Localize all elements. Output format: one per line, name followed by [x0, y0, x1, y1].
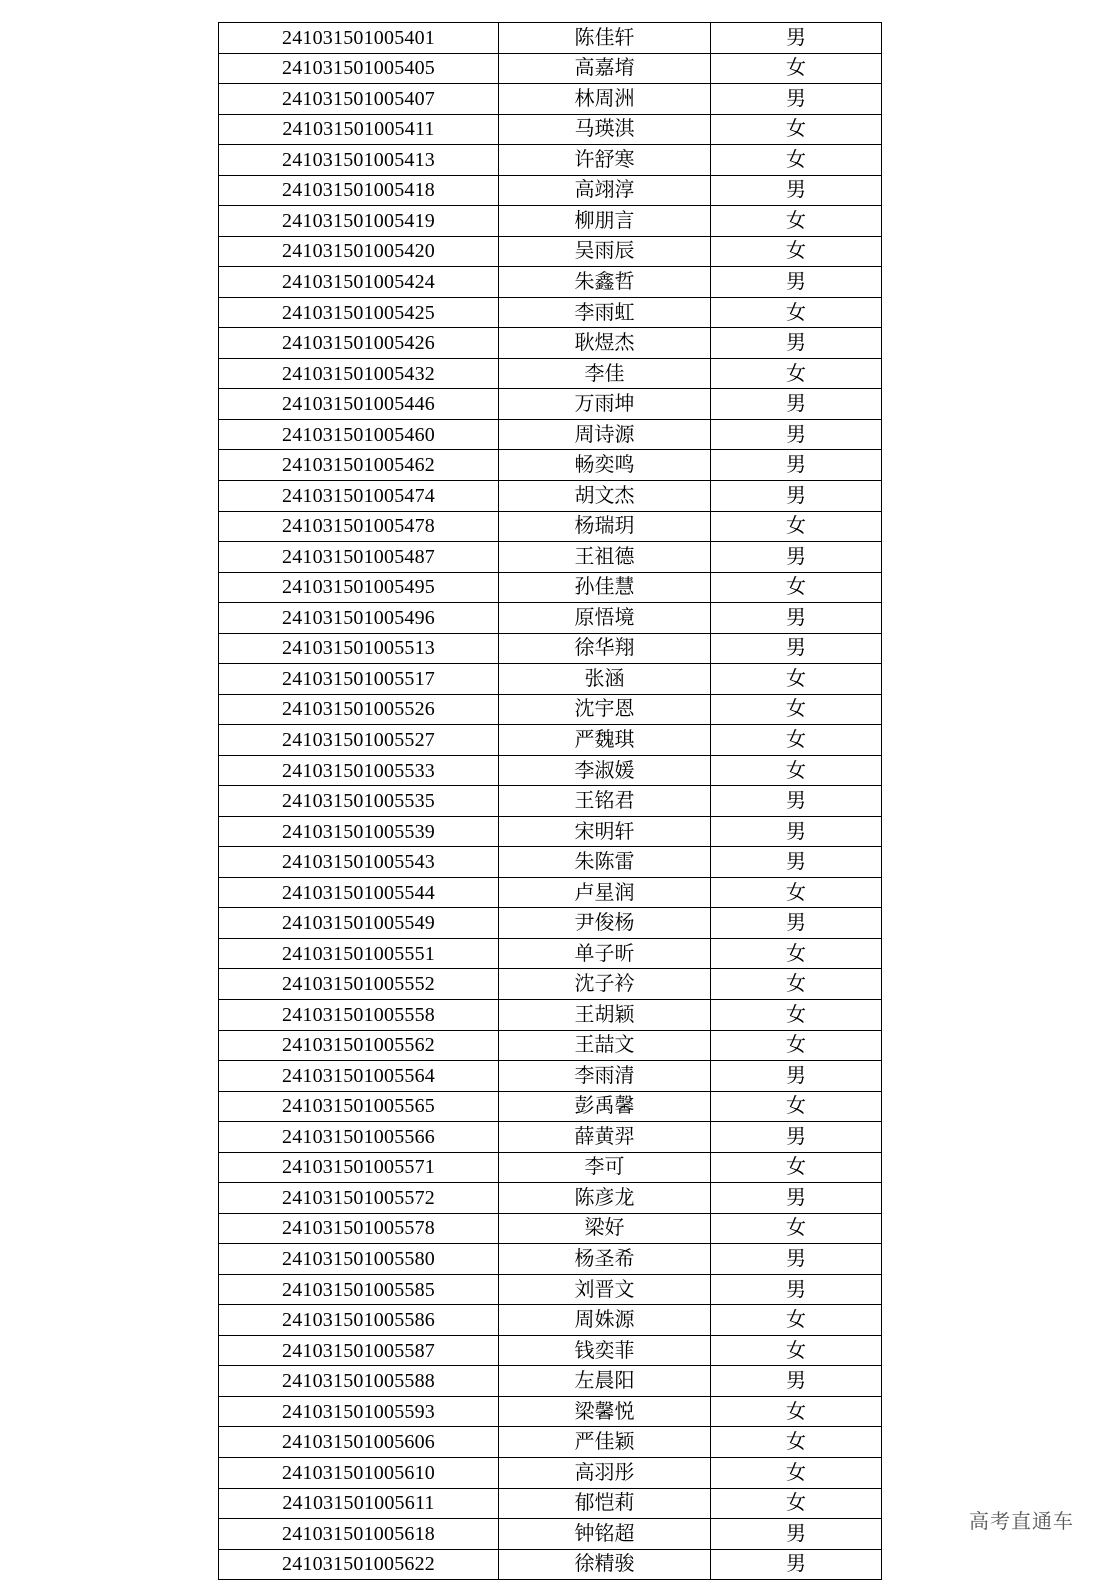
student-name-cell: 沈宇恩 [499, 694, 711, 725]
student-gender-cell: 女 [711, 725, 882, 756]
student-gender-cell: 男 [711, 1122, 882, 1153]
student-gender-cell: 女 [711, 938, 882, 969]
student-name-cell: 畅奕鸣 [499, 450, 711, 481]
student-name-cell: 陈佳轩 [499, 23, 711, 54]
table-row [219, 53, 882, 84]
student-id-cell: 241031501005565 [219, 1091, 499, 1122]
student-id-cell: 241031501005432 [219, 358, 499, 389]
student-name-cell: 梁好 [499, 1213, 711, 1244]
table-row [219, 1335, 882, 1366]
student-name-cell: 朱陈雷 [499, 847, 711, 878]
student-gender-cell: 男 [711, 847, 882, 878]
student-name-cell: 原悟境 [499, 603, 711, 634]
student-name-cell: 周诗源 [499, 419, 711, 450]
student-id-cell: 241031501005571 [219, 1152, 499, 1183]
student-gender-cell: 男 [711, 1519, 882, 1550]
student-id-cell: 241031501005552 [219, 969, 499, 1000]
student-name-cell: 梁馨悦 [499, 1396, 711, 1427]
table-row [219, 877, 882, 908]
student-gender-cell: 女 [711, 1335, 882, 1366]
student-name-cell: 杨圣希 [499, 1244, 711, 1275]
student-id-cell: 241031501005566 [219, 1122, 499, 1153]
student-gender-cell: 女 [711, 145, 882, 176]
student-gender-cell: 男 [711, 786, 882, 817]
student-id-cell: 241031501005405 [219, 53, 499, 84]
student-gender-cell: 男 [711, 267, 882, 298]
table-row [219, 1000, 882, 1031]
student-name-cell: 钱奕菲 [499, 1335, 711, 1366]
student-name-cell: 耿煜杰 [499, 328, 711, 359]
student-gender-cell: 男 [711, 419, 882, 450]
table-row [219, 1366, 882, 1397]
table-row [219, 1152, 882, 1183]
roster-sheet [218, 22, 881, 1580]
table-row [219, 328, 882, 359]
student-id-cell: 241031501005586 [219, 1305, 499, 1336]
table-row [219, 297, 882, 328]
student-id-cell: 241031501005558 [219, 1000, 499, 1031]
table-row [219, 511, 882, 542]
student-name-cell: 钟铭超 [499, 1519, 711, 1550]
student-gender-cell: 女 [711, 1030, 882, 1061]
table-row [219, 847, 882, 878]
student-name-cell: 左晨阳 [499, 1366, 711, 1397]
table-row [219, 84, 882, 115]
student-gender-cell: 女 [711, 1305, 882, 1336]
student-name-cell: 柳朋言 [499, 206, 711, 237]
table-row [219, 1183, 882, 1214]
student-name-cell: 吴雨辰 [499, 236, 711, 267]
student-id-cell: 241031501005413 [219, 145, 499, 176]
table-row [219, 1549, 882, 1580]
student-name-cell: 周姝源 [499, 1305, 711, 1336]
student-id-cell: 241031501005418 [219, 175, 499, 206]
student-id-cell: 241031501005544 [219, 877, 499, 908]
student-id-cell: 241031501005549 [219, 908, 499, 939]
table-row [219, 1274, 882, 1305]
student-id-cell: 241031501005487 [219, 542, 499, 573]
student-name-cell: 李佳 [499, 358, 711, 389]
student-name-cell: 严魏琪 [499, 725, 711, 756]
student-gender-cell: 女 [711, 1213, 882, 1244]
table-row [219, 267, 882, 298]
table-row [219, 1488, 882, 1519]
table-row [219, 969, 882, 1000]
student-gender-cell: 男 [711, 1274, 882, 1305]
table-row [219, 206, 882, 237]
student-gender-cell: 女 [711, 1457, 882, 1488]
student-id-cell: 241031501005533 [219, 755, 499, 786]
student-gender-cell: 男 [711, 603, 882, 634]
student-gender-cell: 男 [711, 633, 882, 664]
table-row [219, 1091, 882, 1122]
table-row [219, 23, 882, 54]
student-gender-cell: 女 [711, 1000, 882, 1031]
student-name-cell: 王祖德 [499, 542, 711, 573]
student-gender-cell: 女 [711, 694, 882, 725]
table-row [219, 1244, 882, 1275]
table-row [219, 786, 882, 817]
student-name-cell: 李可 [499, 1152, 711, 1183]
student-gender-cell: 男 [711, 1366, 882, 1397]
student-id-cell: 241031501005593 [219, 1396, 499, 1427]
student-name-cell: 胡文杰 [499, 480, 711, 511]
table-row [219, 755, 882, 786]
student-name-cell: 王喆文 [499, 1030, 711, 1061]
student-name-cell: 高嘉堉 [499, 53, 711, 84]
table-row [219, 450, 882, 481]
student-id-cell: 241031501005425 [219, 297, 499, 328]
student-name-cell: 陈彦龙 [499, 1183, 711, 1214]
student-id-cell: 241031501005587 [219, 1335, 499, 1366]
student-id-cell: 241031501005543 [219, 847, 499, 878]
student-gender-cell: 男 [711, 175, 882, 206]
student-gender-cell: 女 [711, 358, 882, 389]
student-gender-cell: 女 [711, 114, 882, 145]
student-id-cell: 241031501005572 [219, 1183, 499, 1214]
table-row [219, 1030, 882, 1061]
table-row [219, 816, 882, 847]
student-id-cell: 241031501005527 [219, 725, 499, 756]
table-row [219, 1213, 882, 1244]
table-row [219, 725, 882, 756]
student-name-cell: 许舒寒 [499, 145, 711, 176]
student-id-cell: 241031501005513 [219, 633, 499, 664]
student-id-cell: 241031501005585 [219, 1274, 499, 1305]
table-row [219, 1427, 882, 1458]
student-name-cell: 刘晋文 [499, 1274, 711, 1305]
student-id-cell: 241031501005478 [219, 511, 499, 542]
table-row [219, 145, 882, 176]
table-row [219, 389, 882, 420]
student-id-cell: 241031501005460 [219, 419, 499, 450]
student-id-cell: 241031501005495 [219, 572, 499, 603]
student-gender-cell: 女 [711, 297, 882, 328]
table-row [219, 1396, 882, 1427]
student-name-cell: 彭禹馨 [499, 1091, 711, 1122]
student-id-cell: 241031501005407 [219, 84, 499, 115]
student-gender-cell: 女 [711, 877, 882, 908]
student-id-cell: 241031501005618 [219, 1519, 499, 1550]
table-row [219, 114, 882, 145]
student-name-cell: 李雨虹 [499, 297, 711, 328]
student-name-cell: 沈子衿 [499, 969, 711, 1000]
student-name-cell: 李雨清 [499, 1061, 711, 1092]
student-id-cell: 241031501005401 [219, 23, 499, 54]
student-gender-cell: 女 [711, 755, 882, 786]
student-id-cell: 241031501005564 [219, 1061, 499, 1092]
table-row [219, 1519, 882, 1550]
table-row [219, 633, 882, 664]
student-gender-cell: 女 [711, 1488, 882, 1519]
student-gender-cell: 女 [711, 664, 882, 695]
roster-table-body [219, 23, 882, 1580]
student-id-cell: 241031501005474 [219, 480, 499, 511]
student-name-cell: 马瑛淇 [499, 114, 711, 145]
student-id-cell: 241031501005588 [219, 1366, 499, 1397]
table-row [219, 572, 882, 603]
student-id-cell: 241031501005496 [219, 603, 499, 634]
student-id-cell: 241031501005578 [219, 1213, 499, 1244]
student-id-cell: 241031501005622 [219, 1549, 499, 1580]
student-gender-cell: 男 [711, 1183, 882, 1214]
table-row [219, 236, 882, 267]
student-id-cell: 241031501005462 [219, 450, 499, 481]
student-gender-cell: 女 [711, 236, 882, 267]
student-name-cell: 孙佳慧 [499, 572, 711, 603]
student-id-cell: 241031501005535 [219, 786, 499, 817]
table-row [219, 694, 882, 725]
student-name-cell: 杨瑞玥 [499, 511, 711, 542]
student-id-cell: 241031501005580 [219, 1244, 499, 1275]
student-name-cell: 徐精骏 [499, 1549, 711, 1580]
student-gender-cell: 女 [711, 1091, 882, 1122]
table-row [219, 480, 882, 511]
student-name-cell: 高羽彤 [499, 1457, 711, 1488]
student-name-cell: 徐华翔 [499, 633, 711, 664]
student-id-cell: 241031501005610 [219, 1457, 499, 1488]
student-name-cell: 严佳颖 [499, 1427, 711, 1458]
student-name-cell: 李淑媛 [499, 755, 711, 786]
student-name-cell: 朱鑫哲 [499, 267, 711, 298]
student-gender-cell: 女 [711, 53, 882, 84]
student-gender-cell: 女 [711, 1427, 882, 1458]
student-gender-cell: 女 [711, 511, 882, 542]
student-gender-cell: 男 [711, 23, 882, 54]
student-name-cell: 郁恺莉 [499, 1488, 711, 1519]
student-gender-cell: 男 [711, 1549, 882, 1580]
table-row [219, 542, 882, 573]
student-gender-cell: 女 [711, 206, 882, 237]
student-id-cell: 241031501005419 [219, 206, 499, 237]
student-name-cell: 万雨坤 [499, 389, 711, 420]
student-name-cell: 宋明轩 [499, 816, 711, 847]
student-id-cell: 241031501005562 [219, 1030, 499, 1061]
student-name-cell: 王胡颖 [499, 1000, 711, 1031]
table-row [219, 175, 882, 206]
student-name-cell: 高翊淳 [499, 175, 711, 206]
student-name-cell: 林周洲 [499, 84, 711, 115]
student-gender-cell: 女 [711, 1396, 882, 1427]
student-gender-cell: 男 [711, 450, 882, 481]
student-id-cell: 241031501005551 [219, 938, 499, 969]
student-gender-cell: 女 [711, 969, 882, 1000]
student-id-cell: 241031501005517 [219, 664, 499, 695]
student-name-cell: 王铭君 [499, 786, 711, 817]
table-row [219, 419, 882, 450]
student-gender-cell: 男 [711, 816, 882, 847]
table-row [219, 908, 882, 939]
student-gender-cell: 男 [711, 84, 882, 115]
student-id-cell: 241031501005526 [219, 694, 499, 725]
student-id-cell: 241031501005446 [219, 389, 499, 420]
student-gender-cell: 男 [711, 1061, 882, 1092]
student-gender-cell: 女 [711, 572, 882, 603]
table-row [219, 938, 882, 969]
student-gender-cell: 男 [711, 908, 882, 939]
table-row [219, 603, 882, 634]
student-id-cell: 241031501005606 [219, 1427, 499, 1458]
student-gender-cell: 男 [711, 542, 882, 573]
student-gender-cell: 男 [711, 1244, 882, 1275]
student-id-cell: 241031501005424 [219, 267, 499, 298]
student-id-cell: 241031501005539 [219, 816, 499, 847]
student-name-cell: 卢星润 [499, 877, 711, 908]
table-row [219, 1457, 882, 1488]
student-id-cell: 241031501005426 [219, 328, 499, 359]
student-id-cell: 241031501005411 [219, 114, 499, 145]
student-id-cell: 241031501005420 [219, 236, 499, 267]
student-gender-cell: 男 [711, 389, 882, 420]
table-row [219, 358, 882, 389]
student-gender-cell: 男 [711, 480, 882, 511]
student-name-cell: 单子昕 [499, 938, 711, 969]
student-name-cell: 张涵 [499, 664, 711, 695]
watermark-text: 高考直通车 [969, 1509, 1074, 1533]
student-name-cell: 薛黄羿 [499, 1122, 711, 1153]
table-row [219, 1305, 882, 1336]
student-name-cell: 尹俊杨 [499, 908, 711, 939]
table-row [219, 1122, 882, 1153]
student-gender-cell: 女 [711, 1152, 882, 1183]
student-gender-cell: 男 [711, 328, 882, 359]
roster-table [218, 22, 882, 1580]
table-row [219, 1061, 882, 1092]
student-id-cell: 241031501005611 [219, 1488, 499, 1519]
table-row [219, 664, 882, 695]
